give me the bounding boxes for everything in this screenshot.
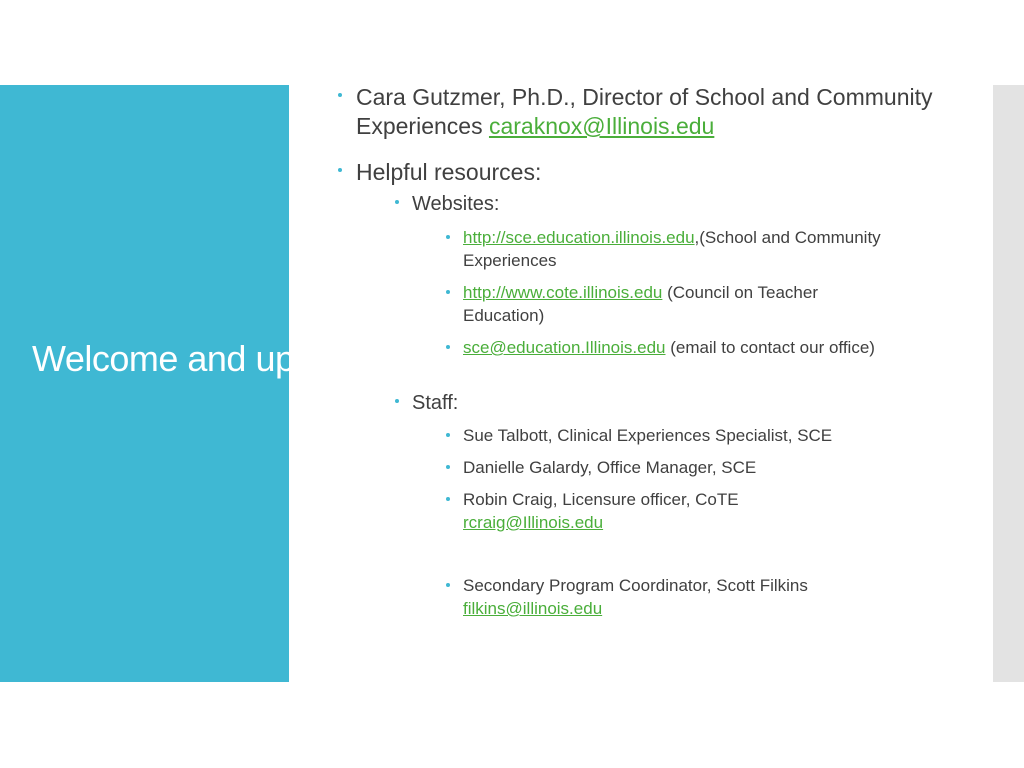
bullet-dot bbox=[446, 433, 450, 437]
bullet-dot bbox=[446, 497, 450, 501]
bullet-dot bbox=[446, 465, 450, 469]
cote-website-desc: (Council on Teacher Education) bbox=[463, 283, 818, 325]
bullet-dot bbox=[338, 93, 342, 97]
staff-galardy-text: Danielle Galardy, Office Manager, SCE bbox=[463, 458, 757, 477]
staff-bullet bbox=[412, 390, 972, 416]
sce-email-desc: (email to contact our office) bbox=[665, 338, 875, 357]
bullet-dot bbox=[338, 168, 342, 172]
website-item-sce bbox=[463, 226, 903, 272]
staff-item-filkins bbox=[463, 574, 883, 620]
staff-talbott-text: Sue Talbott, Clinical Experiences Specialist, SCE bbox=[463, 426, 833, 445]
staff-item-galardy bbox=[463, 456, 903, 479]
director-email-link[interactable]: caraknox@Illinois.edu bbox=[488, 113, 715, 139]
sce-email-link[interactable]: sce@education.Illinois.edu bbox=[463, 338, 666, 357]
sce-website-link[interactable]: http://sce.education.illinois.edu bbox=[463, 228, 695, 247]
craig-email-link[interactable]: rcraig@Illinois.edu bbox=[463, 513, 604, 532]
resources-bullet bbox=[356, 158, 976, 187]
filkins-email-link[interactable]: filkins@illinois.edu bbox=[463, 599, 603, 618]
website-item-email bbox=[463, 336, 903, 359]
bullet-dot bbox=[446, 583, 450, 587]
websites-bullet bbox=[412, 191, 972, 217]
website-item-cote bbox=[463, 281, 903, 327]
slide-title-text: Welcome and updates bbox=[32, 338, 381, 379]
websites-label: Websites: bbox=[412, 193, 500, 215]
sce-website-desc: ,(School and Community Experiences bbox=[463, 228, 881, 270]
director-text: Cara Gutzmer, Ph.D., Director of School and Community Experiences bbox=[356, 84, 933, 139]
staff-craig-text: Robin Craig, Licensure officer, CoTE bbox=[463, 490, 739, 509]
staff-item-craig bbox=[463, 488, 823, 534]
staff-filkins-text: Secondary Program Coordinator, Scott Filkins bbox=[463, 576, 808, 595]
bullet-dot bbox=[446, 345, 450, 349]
staff-label: Staff: bbox=[412, 392, 459, 414]
staff-item-talbott bbox=[463, 424, 903, 447]
bullet-dot bbox=[446, 290, 450, 294]
bullet-dot bbox=[446, 235, 450, 239]
bullet-dot bbox=[395, 200, 399, 204]
cote-website-link[interactable]: http://www.cote.illinois.edu bbox=[463, 283, 663, 302]
resources-label: Helpful resources: bbox=[356, 159, 542, 185]
bullet-dot bbox=[395, 399, 399, 403]
director-bullet bbox=[356, 83, 976, 141]
